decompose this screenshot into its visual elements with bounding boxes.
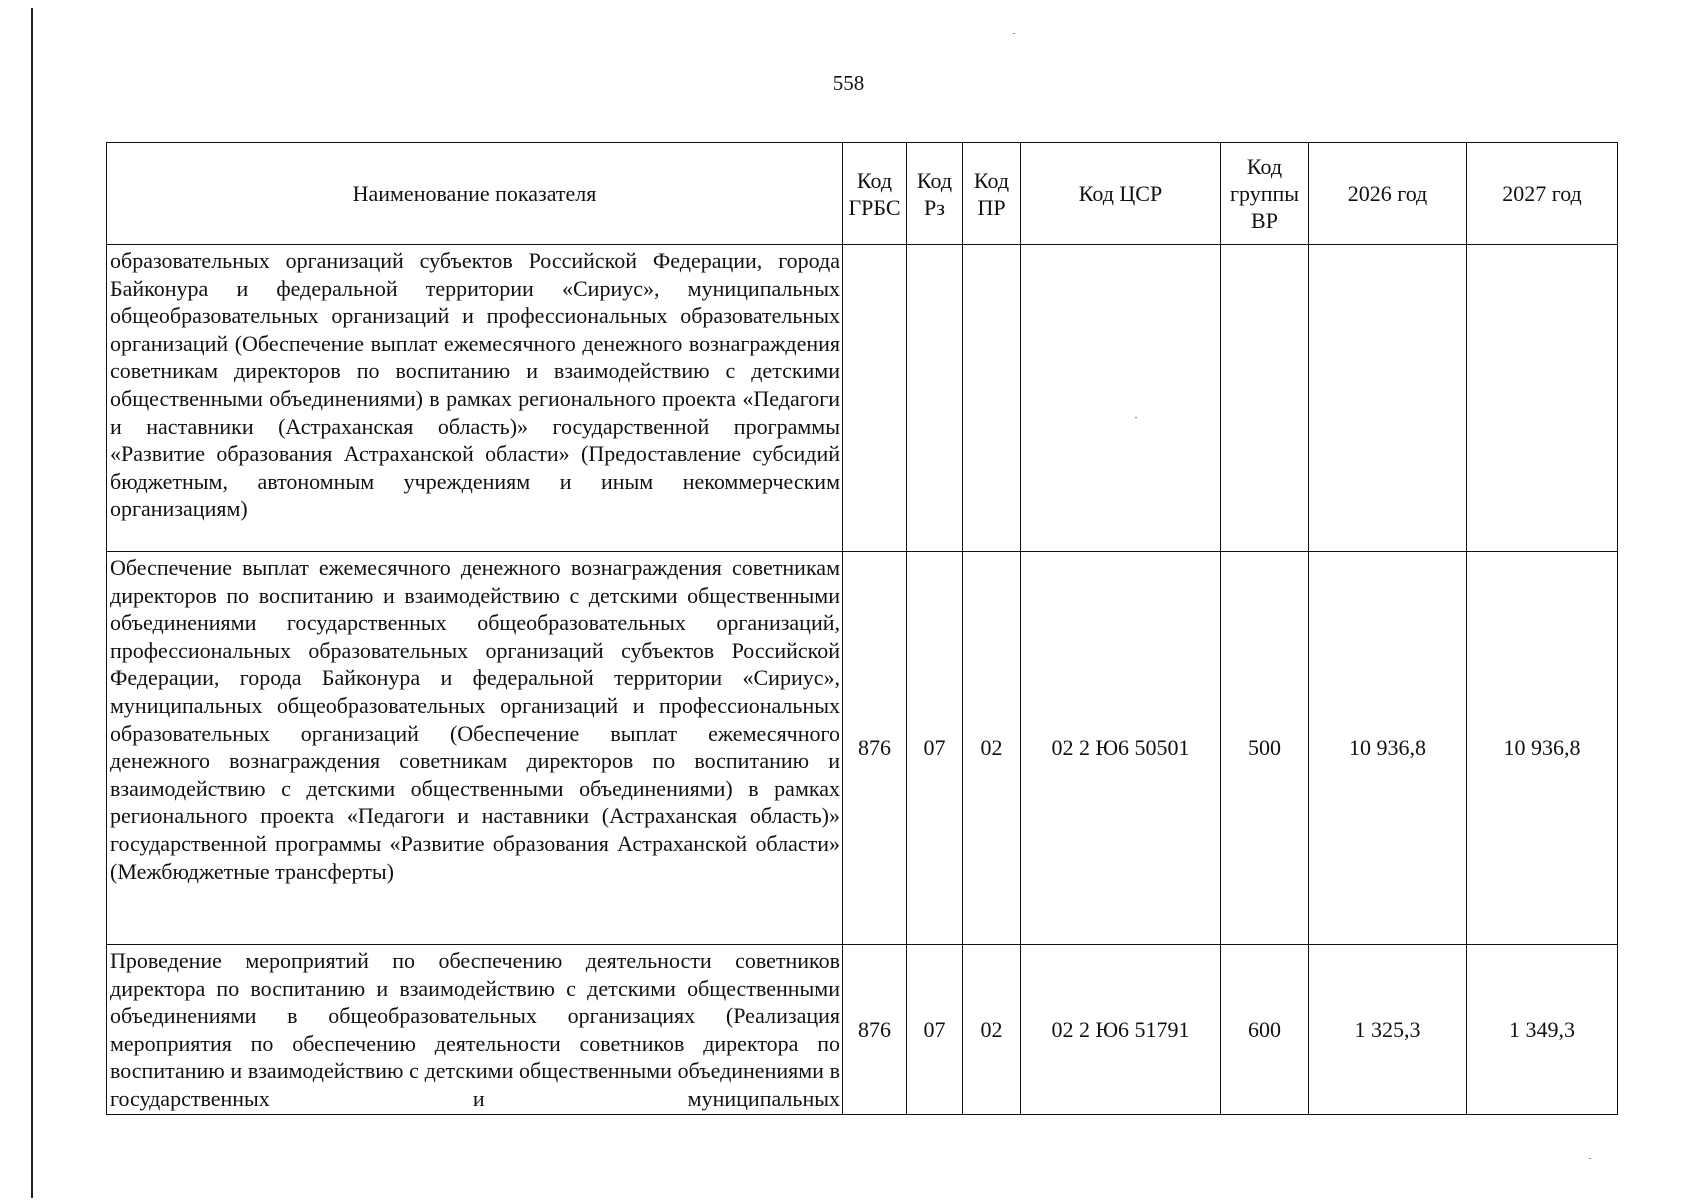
pr-cell: 02 — [963, 552, 1021, 945]
header-vr: Код группы ВР — [1221, 143, 1309, 245]
csr-cell — [1021, 245, 1221, 552]
header-rz: Код Рз — [907, 143, 963, 245]
table-row — [107, 245, 1618, 552]
header-name: Наименование показателя — [107, 143, 843, 245]
csr-cell: 02 2 Ю6 50501 — [1021, 552, 1221, 945]
grbs-cell: 876 — [843, 945, 907, 1115]
pr-cell: 02 — [963, 945, 1021, 1115]
row-name-cell — [107, 552, 843, 945]
header-2027: 2027 год — [1467, 143, 1618, 245]
amount-2026-cell: 1 325,3 — [1309, 945, 1467, 1115]
binding-margin-line — [31, 8, 33, 1198]
header-row — [107, 143, 1618, 245]
row-name-cell — [107, 245, 843, 552]
header-csr: Код ЦСР — [1021, 143, 1221, 245]
scan-speck — [1589, 1158, 1591, 1159]
budget-table — [106, 142, 1618, 1115]
rz-cell: 07 — [907, 945, 963, 1115]
vr-cell — [1221, 245, 1309, 552]
scan-speck — [1013, 33, 1015, 34]
grbs-cell: 876 — [843, 552, 907, 945]
rz-cell: 07 — [907, 552, 963, 945]
grbs-cell — [843, 245, 907, 552]
table-row — [107, 552, 1618, 945]
page-number: 558 — [832, 71, 865, 95]
vr-cell: 500 — [1221, 552, 1309, 945]
amount-2027-cell: 1 349,3 — [1467, 945, 1618, 1115]
amount-2026-cell — [1309, 245, 1467, 552]
vr-cell: 600 — [1221, 945, 1309, 1115]
header-grbs: Код ГРБС — [843, 143, 907, 245]
amount-2027-cell: 10 936,8 — [1467, 552, 1618, 945]
header-pr: Код ПР — [963, 143, 1021, 245]
csr-cell: 02 2 Ю6 51791 — [1021, 945, 1221, 1115]
row-name-text: Проведение мероприятий по обеспечению деятельности советников директора по воспитанию и взаимодействию с детскими общественными объединениями в общеобразовательных организациях (Реализация мероприятия по обеспечению деятельности советников директора по воспитанию и взаимодействию с детскими общественными объединениями в государственных и муниципальных — [110, 948, 840, 1111]
pr-cell — [963, 245, 1021, 552]
row-name-text: образовательных организаций субъектов Российской Федерации, города Байконура и федеральной территории «Сириус», муниципальных общеобразовательных организаций и профессиональных образовательных организаций (Обеспечение выплат ежемесячного денежного вознаграждения советникам директоров по воспитанию и взаимодействию с детскими общественными объединениями) в рамках регионального проекта «Педагоги и наставники (Астраханская область)» государственной программы «Развитие образования Астраханской области» (Предоставление субсидий бюджетным, автономным учреждениям и иным некоммерческим организациям) — [110, 248, 840, 522]
scan-speck — [1135, 417, 1137, 418]
amount-2026-cell: 10 936,8 — [1309, 552, 1467, 945]
row-name-cell — [107, 945, 843, 1115]
row-name-text: Обеспечение выплат ежемесячного денежного вознаграждения советникам директоров по воспитанию и взаимодействию с детскими общественными объединениями государственных общеобразовательных организаций, профессиональных образовательных организаций субъектов Российской Федерации, города Байконура и федеральной территории «Сириус», муниципальных общеобразовательных организаций и профессиональных образовательных организаций (Обеспечение выплат ежемесячного денежного вознаграждения советникам директоров по воспитанию и взаимодействию с детскими общественными объединениями) в рамках регионального проекта «Педагоги и наставники (Астраханская область)» государственной программы «Развитие образования Астраханской области» (Межбюджетные трансферты) — [110, 555, 840, 884]
amount-2027-cell — [1467, 245, 1618, 552]
table-row — [107, 945, 1618, 1115]
rz-cell — [907, 245, 963, 552]
header-2026: 2026 год — [1309, 143, 1467, 245]
